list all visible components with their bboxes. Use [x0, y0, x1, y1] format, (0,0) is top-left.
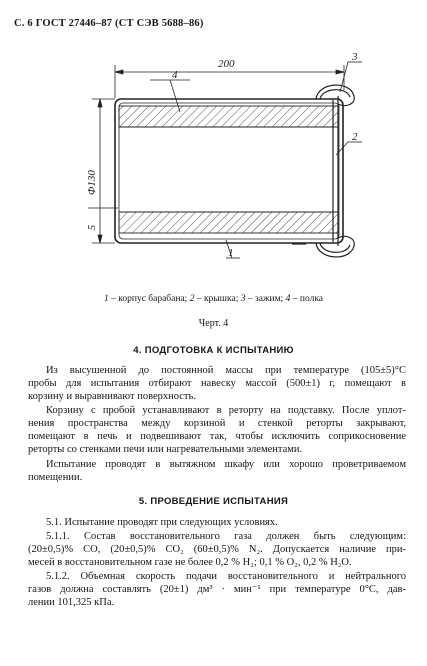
text-line: месей в восстановительном газе не более 0,2 % Н₂; 0,1 % О₂, 0,2 % Н₂О.: [28, 557, 352, 568]
text-line: Из высушенной до постоянной массы при температуре (105±5)°С: [46, 365, 406, 376]
label-4: 4: [172, 69, 178, 81]
label-2: 2: [352, 131, 358, 143]
legend-text-1: – корпус барабана;: [108, 294, 190, 304]
text-line: Испытание проводят в вытяжном шкафу или хорошо проветриваемом: [46, 459, 406, 470]
section-4-paragraph-3: [28, 458, 406, 484]
legend-text-2: – крышка;: [194, 294, 241, 304]
legend-text-3: – зажим;: [245, 294, 286, 304]
drum-body: [115, 96, 343, 246]
section-4-title: 4. ПОДГОТОВКА К ИСПЫТАНИЮ: [133, 345, 294, 356]
legend-num-4: 4: [285, 294, 291, 304]
legend-num-2: 2: [189, 294, 195, 304]
dim-five-label: 5: [87, 225, 98, 230]
figure-legend: [0, 294, 427, 304]
text-line: помещают в печь и подвешивают так, чтобы исключить соприкосновение: [28, 431, 406, 442]
dim-200-label: 200: [218, 58, 235, 70]
text-line: нения пространства между корзиной и стенкой реторты закрывают,: [28, 418, 406, 429]
legend-num-3: 3: [240, 294, 246, 304]
dim-diameter-label: Φ130: [86, 170, 98, 195]
label-1: 1: [228, 247, 234, 259]
text-line: помещении.: [28, 472, 83, 483]
text-line: газов должна составлять (20±1) дм³ · мин⁻¹ при температуре 0°С, дав-: [28, 584, 406, 595]
text-line: 5.1.1. Состав восстановительного газа должен быть следующим:: [46, 531, 406, 542]
text-line: Корзину с пробой устанавливают в реторту на подставку. После уплот-: [46, 405, 406, 416]
text-line: 5.1.2. Объемная скорость подачи восстановительного и нейтрального: [46, 571, 406, 582]
text-line: лении 101,325 кПа.: [28, 597, 115, 608]
section-4-paragraph-1: [28, 364, 406, 403]
text-line: пробы для испытания отбирают навеску массой (500±1) г, помещают в: [28, 378, 406, 389]
text-line: 5.1. Испытание проводят при следующих условиях.: [46, 517, 278, 528]
section-5-title: 5. ПРОВЕДЕНИЕ ИСПЫТАНИЯ: [138, 496, 289, 507]
section-5-paragraph-2: [28, 530, 406, 569]
page-header: С. 6 ГОСТ 27446–87 (СТ СЭВ 5688–86): [14, 18, 204, 29]
drum-drawing: [0, 0, 427, 290]
clamp-bottom: [292, 236, 354, 257]
text-line: реторты со стенками печи или нагревательными элементами.: [28, 444, 303, 455]
figure-caption: Черт. 4: [198, 318, 229, 329]
clamp-top: [316, 85, 354, 106]
legend-text-4: – полка: [290, 294, 324, 304]
label-3: 3: [352, 51, 358, 63]
section-4-paragraph-2: [28, 404, 406, 456]
text-line: (20±0,5)% СО, (20±0,5)% СО₂ (60±0,5)% N₂. Допускается наличие при-: [28, 544, 406, 555]
section-5-paragraph-1: [28, 516, 406, 529]
legend-num-1: 1: [103, 294, 109, 304]
section-5-paragraph-3: [28, 570, 406, 609]
text-line: корзину и выравнивают поверхность.: [28, 391, 196, 402]
